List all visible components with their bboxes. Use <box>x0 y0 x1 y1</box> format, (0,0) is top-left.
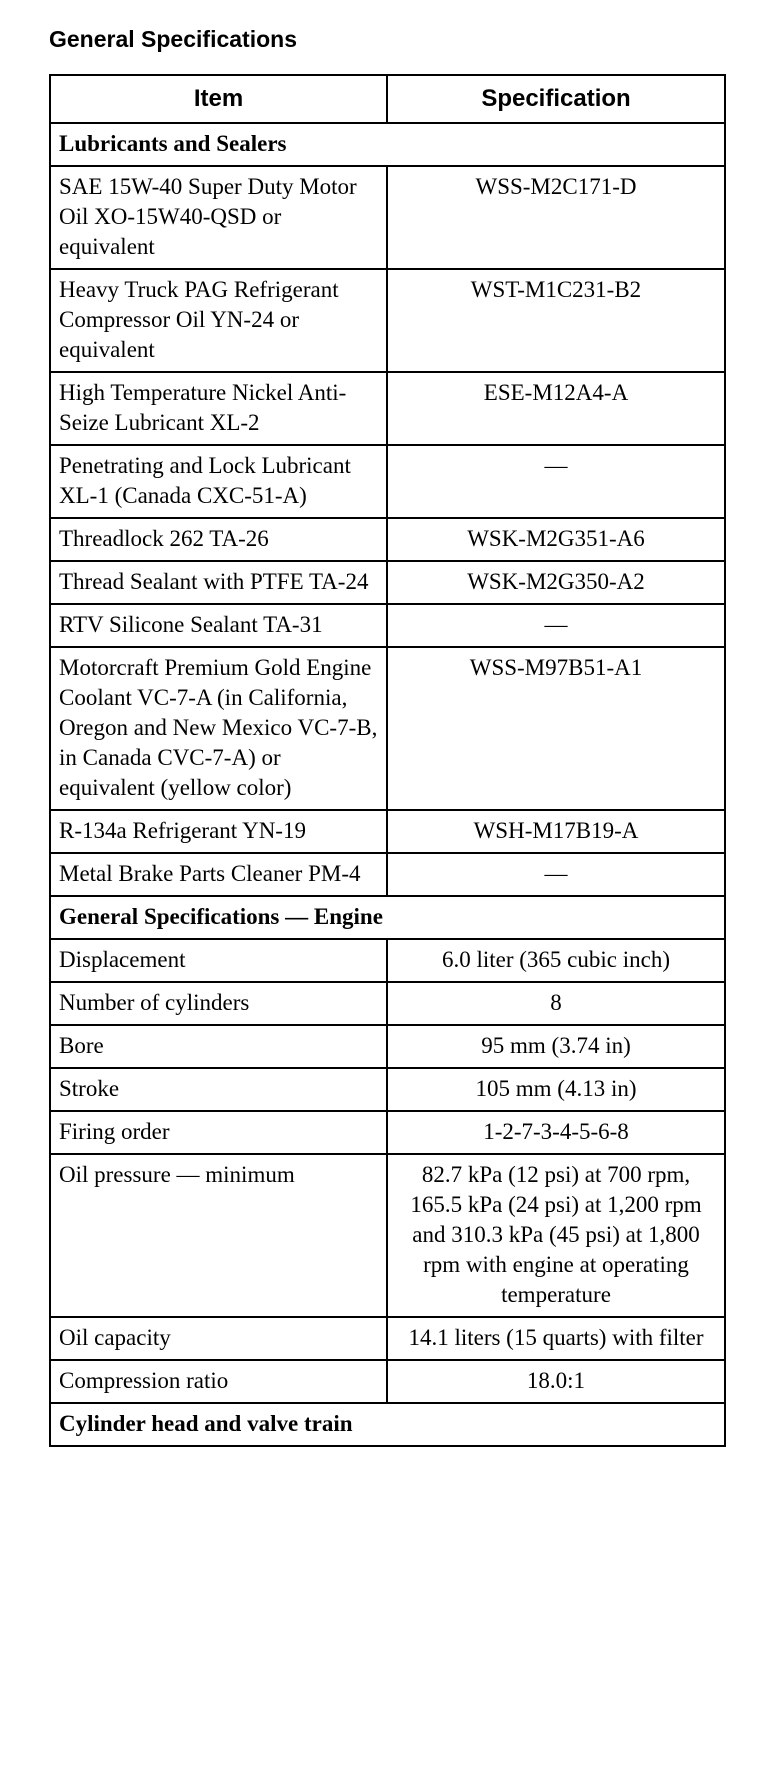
section-row <box>50 896 725 939</box>
table-row <box>50 1317 725 1360</box>
specification-cell: 105 mm (4.13 in) <box>387 1068 725 1111</box>
table-row <box>50 1154 725 1317</box>
item-cell: RTV Silicone Sealant TA-31 <box>50 604 387 647</box>
table-row <box>50 561 725 604</box>
table-row <box>50 1360 725 1403</box>
specifications-table <box>49 74 726 1447</box>
specification-cell: WSS-M2C171-D <box>387 166 725 269</box>
item-cell: Bore <box>50 1025 387 1068</box>
specification-cell: — <box>387 853 725 896</box>
specification-cell: WSS-M97B51-A1 <box>387 647 725 810</box>
specification-cell: 18.0:1 <box>387 1360 725 1403</box>
table-row <box>50 445 725 518</box>
section-row <box>50 123 725 166</box>
table-row <box>50 853 725 896</box>
column-header-item: Item <box>50 75 387 123</box>
table-row <box>50 982 725 1025</box>
section-heading: General Specifications — Engine <box>50 896 725 939</box>
item-cell: Firing order <box>50 1111 387 1154</box>
specification-cell: WSK-M2G350-A2 <box>387 561 725 604</box>
item-cell: Stroke <box>50 1068 387 1111</box>
item-cell: Oil pressure — minimum <box>50 1154 387 1317</box>
item-cell: Heavy Truck PAG Refrigerant Compressor Oil YN-24 or equivalent <box>50 269 387 372</box>
item-cell: Motorcraft Premium Gold Engine Coolant VC-7-A (in California, Oregon and New Mexico VC-7-B, in Canada CVC-7-A) or equivalent (yellow color) <box>50 647 387 810</box>
item-cell: Number of cylinders <box>50 982 387 1025</box>
table-row <box>50 269 725 372</box>
item-cell: Thread Sealant with PTFE TA-24 <box>50 561 387 604</box>
item-cell: R-134a Refrigerant YN-19 <box>50 810 387 853</box>
specification-cell: 82.7 kPa (12 psi) at 700 rpm, 165.5 kPa (24 psi) at 1,200 rpm and 310.3 kPa (45 psi) at 1,800 rpm with engine at operating temperature <box>387 1154 725 1317</box>
item-cell: Displacement <box>50 939 387 982</box>
item-cell: SAE 15W-40 Super Duty Motor Oil XO-15W40-QSD or equivalent <box>50 166 387 269</box>
table-row <box>50 604 725 647</box>
specification-cell: — <box>387 445 725 518</box>
table-header-row <box>50 75 725 123</box>
section-heading: Lubricants and Sealers <box>50 123 725 166</box>
item-cell: High Temperature Nickel Anti-Seize Lubricant XL-2 <box>50 372 387 445</box>
section-row <box>50 1403 725 1446</box>
specification-cell: 6.0 liter (365 cubic inch) <box>387 939 725 982</box>
specification-cell: 14.1 liters (15 quarts) with filter <box>387 1317 725 1360</box>
item-cell: Compression ratio <box>50 1360 387 1403</box>
specification-cell: WSH-M17B19-A <box>387 810 725 853</box>
item-cell: Metal Brake Parts Cleaner PM-4 <box>50 853 387 896</box>
table-row <box>50 939 725 982</box>
specification-cell: — <box>387 604 725 647</box>
specification-cell: WSK-M2G351-A6 <box>387 518 725 561</box>
item-cell: Oil capacity <box>50 1317 387 1360</box>
specification-cell: 1-2-7-3-4-5-6-8 <box>387 1111 725 1154</box>
table-row <box>50 1111 725 1154</box>
specification-cell: 95 mm (3.74 in) <box>387 1025 725 1068</box>
item-cell: Threadlock 262 TA-26 <box>50 518 387 561</box>
table-body <box>50 123 725 1446</box>
column-header-specification: Specification <box>387 75 725 123</box>
table-row <box>50 810 725 853</box>
table-row <box>50 372 725 445</box>
table-row <box>50 166 725 269</box>
specification-cell: WST-M1C231-B2 <box>387 269 725 372</box>
table-row <box>50 647 725 810</box>
specification-cell: 8 <box>387 982 725 1025</box>
table-row <box>50 518 725 561</box>
specification-cell: ESE-M12A4-A <box>387 372 725 445</box>
table-row <box>50 1068 725 1111</box>
table-row <box>50 1025 725 1068</box>
section-heading: Cylinder head and valve train <box>50 1403 725 1446</box>
item-cell: Penetrating and Lock Lubricant XL-1 (Canada CXC-51-A) <box>50 445 387 518</box>
page-title: General Specifications <box>49 26 297 52</box>
